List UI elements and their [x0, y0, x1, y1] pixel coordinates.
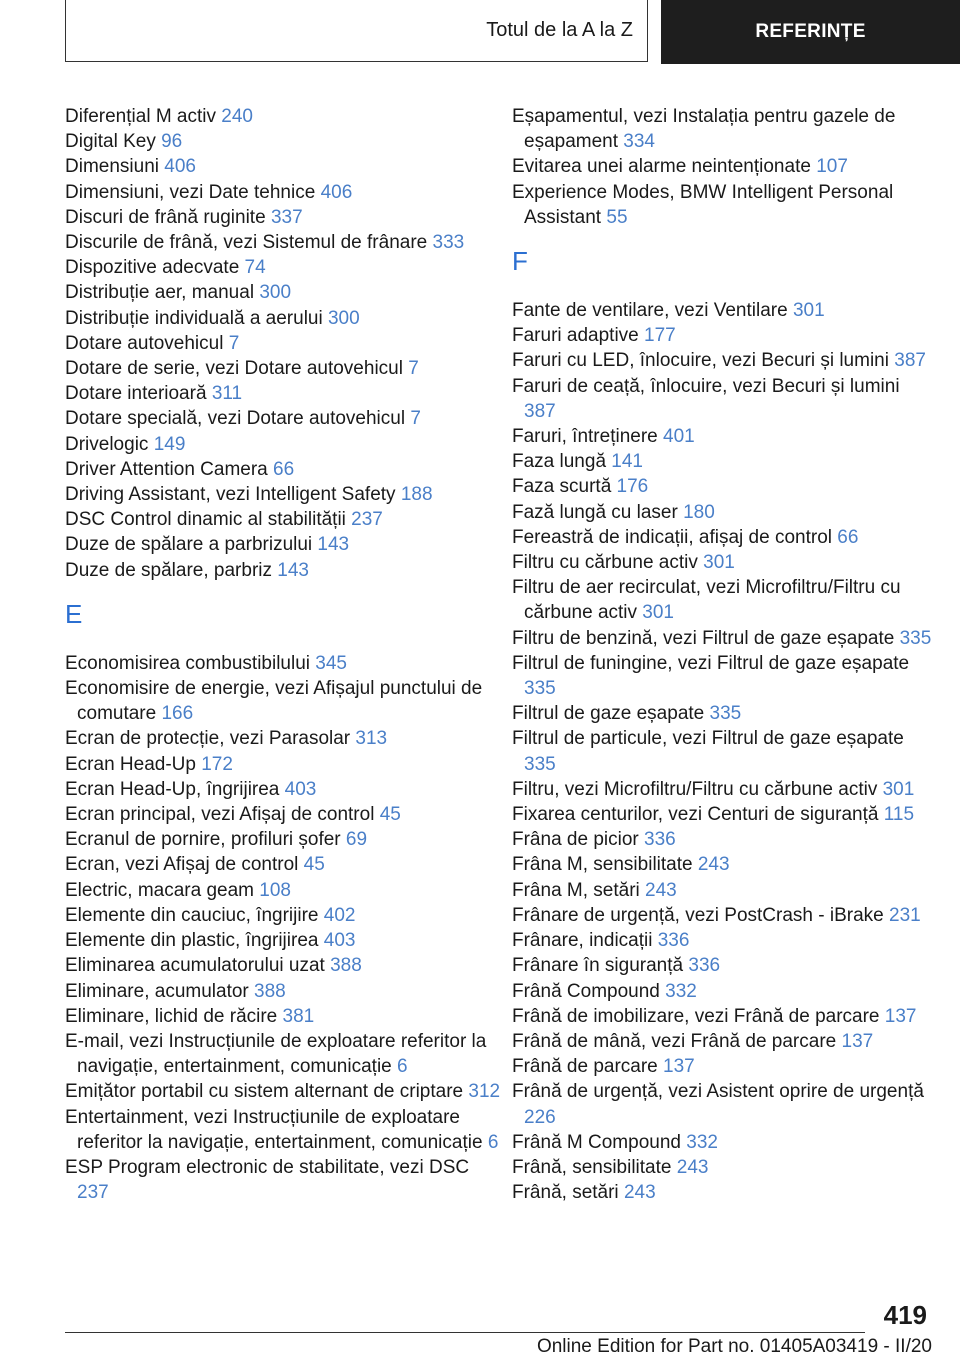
index-entry	[512, 1180, 932, 1205]
page-reference-link[interactable]: 387	[894, 350, 926, 372]
index-entry	[65, 482, 505, 507]
page-reference-link[interactable]: 69	[345, 829, 368, 851]
page-reference-link[interactable]: 141	[611, 451, 643, 473]
page-reference-link[interactable]: 7	[410, 408, 421, 430]
page-reference-link[interactable]: 45	[303, 854, 325, 876]
index-entry-text: Frâna de picior	[512, 829, 639, 851]
page-reference-link[interactable]: 6	[397, 1056, 408, 1078]
index-entry-text: Economisirea combustibilului	[65, 652, 310, 674]
page-reference-link[interactable]: 237	[77, 1182, 109, 1204]
index-entry	[65, 852, 505, 877]
page-reference-link[interactable]: 115	[883, 804, 915, 826]
page-reference-link[interactable]: 406	[164, 156, 196, 178]
index-entry	[512, 348, 932, 373]
page-reference-link[interactable]: 300	[327, 307, 360, 329]
page-reference-link[interactable]: 226	[524, 1106, 556, 1128]
page-reference-link[interactable]: 406	[320, 181, 353, 203]
page-reference-link[interactable]: 313	[355, 728, 388, 750]
page-reference-link[interactable]: 387	[524, 400, 556, 422]
section-tab	[65, 0, 648, 62]
footer-divider	[65, 1332, 865, 1333]
index-entry-text: Frâna M, setări	[512, 879, 640, 901]
index-letter-heading: E	[65, 598, 83, 629]
index-entry	[65, 558, 505, 583]
index-entry	[512, 575, 932, 625]
index-entry	[65, 104, 505, 129]
page-reference-link[interactable]: 335	[899, 627, 932, 649]
page-reference-link[interactable]: 401	[663, 426, 695, 448]
index-entry-text: Frână de urgență, vezi Asistent oprire de urgență	[512, 1081, 924, 1103]
page-reference-link[interactable]: 180	[683, 501, 715, 523]
page-reference-link[interactable]: 143	[317, 534, 350, 556]
index-entry-text: Faza scurtă	[512, 476, 612, 498]
index-entry-text: Driving Assistant, vezi Intelligent Safety	[65, 484, 396, 506]
index-entry	[512, 1054, 932, 1079]
page-reference-link[interactable]: 243	[697, 854, 730, 876]
page-reference-link[interactable]: 45	[379, 804, 401, 826]
index-entry-text: Dotare de serie, vezi Dotare autovehicul	[65, 358, 403, 380]
index-entry-text: Filtrul de gaze eșapate	[512, 703, 705, 725]
index-entry	[512, 626, 932, 651]
index-entry-text: ESP Program electronic de stabilitate, vezi DSC	[65, 1156, 470, 1178]
index-entry-text: Duze de spălare, parbriz	[65, 559, 272, 581]
index-entry	[512, 1004, 932, 1029]
index-entry-text: Duze de spălare a parbrizului	[65, 534, 313, 556]
index-entry	[65, 432, 505, 457]
index-entry-text: Filtru de aer recirculat, vezi Microfiltru/Filtru cu cărbune activ	[512, 577, 901, 624]
page-reference-link[interactable]: 7	[228, 332, 240, 354]
page-reference-link[interactable]: 301	[642, 602, 674, 624]
index-entry	[65, 457, 505, 482]
index-entry-text: Frână, sensibilitate	[512, 1156, 672, 1178]
index-entry-text: Eliminare, lichid de răcire	[65, 1005, 278, 1027]
index-entry	[65, 928, 505, 953]
page-reference-link[interactable]: 301	[703, 552, 735, 574]
page-reference-link[interactable]: 403	[323, 930, 356, 952]
page-reference-link[interactable]: 96	[161, 131, 183, 153]
index-entry	[512, 979, 932, 1004]
index-entry	[65, 1029, 505, 1079]
page-reference-link[interactable]: 166	[161, 703, 194, 725]
page-reference-link[interactable]: 143	[277, 559, 309, 581]
index-entry-text: Frână Compound	[512, 980, 660, 1002]
index-entry-text: Fază lungă cu laser	[512, 501, 678, 523]
page-reference-link[interactable]: 332	[686, 1131, 718, 1153]
index-entry-text: Electric, macara geam	[65, 879, 255, 901]
page-reference-link[interactable]: 243	[676, 1156, 709, 1178]
index-entry	[512, 154, 932, 179]
index-entry	[65, 532, 505, 557]
page-reference-link[interactable]: 237	[351, 509, 383, 531]
page-reference-link[interactable]: 6	[487, 1131, 499, 1153]
page-reference-link[interactable]: 345	[315, 652, 347, 674]
page-reference-link[interactable]: 300	[259, 282, 292, 304]
index-entry	[512, 1130, 932, 1155]
index-entry	[65, 878, 505, 903]
page-reference-link[interactable]: 381	[282, 1005, 315, 1027]
index-entry	[65, 255, 505, 280]
index-entry-text: Ecran de protecție, vezi Parasolar	[65, 728, 351, 750]
index-entry	[512, 726, 932, 776]
index-entry-text: Frânare de urgență, vezi PostCrash - iBrake	[512, 904, 884, 926]
index-entry	[65, 1155, 505, 1205]
page-reference-link[interactable]: 137	[884, 1005, 917, 1027]
index-entry-text: Filtru de benzină, vezi Filtrul de gaze eșapate	[512, 627, 895, 649]
page-reference-link[interactable]: 334	[623, 131, 655, 153]
index-entry	[65, 777, 505, 802]
header	[65, 0, 960, 64]
index-entry	[512, 701, 932, 726]
index-entry-text: Ecran, vezi Afișaj de control	[65, 854, 299, 876]
index-entry	[65, 752, 505, 777]
index-entry-text: Driver Attention Camera	[65, 458, 268, 480]
index-entry-text: Diferențial M activ	[65, 106, 216, 127]
index-entry-text: Dimensiuni, vezi Date tehnice	[65, 181, 316, 203]
index-entry-text: Eliminarea acumulatorului uzat	[65, 955, 325, 977]
index-entry	[512, 298, 932, 323]
page-reference-link[interactable]: 336	[688, 955, 721, 977]
index-entry	[512, 323, 932, 348]
index-entry-text: Evitarea unei alarme neintenționate	[512, 156, 811, 178]
page-reference-link[interactable]: 388	[330, 955, 362, 977]
index-entry	[65, 1004, 505, 1029]
index-entry	[65, 903, 505, 928]
page-reference-link[interactable]: 74	[244, 257, 266, 279]
index-entry-text: Filtrul de particule, vezi Filtrul de gaze eșapate	[512, 728, 904, 750]
page-reference-link[interactable]: 137	[841, 1030, 874, 1052]
page-reference-link[interactable]: 172	[201, 753, 233, 775]
index-entry-text: Entertainment, vezi Instrucțiunile de exploatare referitor la navigație, entertainment, comunicație	[65, 1106, 483, 1153]
index-entry	[65, 726, 505, 751]
index-entry	[65, 154, 505, 179]
index-entry	[65, 802, 505, 827]
index-entry-text: Eșapamentul, vezi Instalația pentru gazele de eșapament	[512, 106, 896, 153]
index-entry	[65, 381, 505, 406]
page-reference-link[interactable]: 402	[323, 904, 356, 926]
index-entry	[65, 306, 505, 331]
index-entry-text: Ecranul de pornire, profiluri șofer	[65, 829, 341, 851]
index-entry-text: Elemente din plastic, îngrijirea	[65, 930, 319, 952]
index-entry-text: Frână de mână, vezi Frână de parcare	[512, 1030, 837, 1052]
index-letter-heading: F	[512, 246, 528, 277]
index-entry-text: E-mail, vezi Instrucțiunile de exploatare referitor la navigație, entertainment, comunicație	[65, 1030, 487, 1078]
index-entry	[512, 449, 932, 474]
page-reference-link[interactable]: 149	[153, 433, 186, 455]
page-reference-link[interactable]: 240	[221, 106, 253, 127]
index-entry	[65, 129, 505, 154]
page-reference-link[interactable]: 301	[792, 300, 825, 322]
index-entry	[65, 979, 505, 1004]
index-entry	[512, 953, 932, 978]
index-entry-text: Ecran principal, vezi Afișaj de control	[65, 804, 375, 826]
page-reference-link[interactable]: 188	[400, 484, 433, 506]
index-entry-text: Distribuție individuală a aerului	[65, 307, 323, 329]
index-entry	[65, 507, 505, 532]
index-entry	[65, 205, 505, 230]
index-entry	[512, 424, 932, 449]
page-reference-link[interactable]: 66	[273, 458, 295, 480]
index-entry-text: Ecran Head-Up, îngrijirea	[65, 778, 280, 800]
index-entry-text: Eliminare, acumulator	[65, 980, 249, 1002]
index-entry	[65, 651, 505, 676]
index-entry-text: Faruri adaptive	[512, 325, 639, 347]
index-entry-text: Digital Key	[65, 131, 156, 153]
page-reference-link[interactable]: 333	[432, 232, 465, 254]
index-entry-text: Dotare specială, vezi Dotare autovehicul	[65, 408, 406, 430]
index-entry	[512, 1029, 932, 1054]
index-entry-text: Drivelogic	[65, 433, 149, 455]
index-entry	[512, 878, 932, 903]
index-entry-text: Dispozitive adecvate	[65, 257, 240, 279]
index-entry	[65, 331, 505, 356]
index-entry-text: Dotare interioară	[65, 383, 207, 405]
page-reference-link[interactable]: 243	[623, 1182, 656, 1204]
index-column-left	[65, 104, 505, 1205]
index-entry	[512, 525, 932, 550]
page-reference-link[interactable]: 108	[259, 879, 291, 901]
page-number: 419	[883, 1300, 927, 1330]
index-entry-text: Economisire de energie, vezi Afișajul punctului de comutare	[65, 678, 483, 725]
page-reference-link[interactable]: 107	[816, 156, 848, 178]
chapter-tab	[661, 0, 960, 64]
index-entry-text: Elemente din cauciuc, îngrijire	[65, 904, 319, 926]
index-entry-text: Filtru cu cărbune activ	[512, 552, 698, 574]
index-entry	[512, 903, 932, 928]
index-entry-text: Faruri, întreținere	[512, 426, 658, 448]
index-entry-text: Filtrul de funingine, vezi Filtrul de gaze eșapate	[512, 652, 910, 674]
page-reference-link[interactable]: 231	[889, 904, 921, 926]
index-entry	[65, 1105, 505, 1155]
index-entry-text: Frâna M, sensibilitate	[512, 854, 693, 876]
index-entry	[512, 180, 932, 230]
index-entry	[65, 406, 505, 431]
index-entry-text: Frână de imobilizare, vezi Frână de parcare	[512, 1005, 880, 1027]
index-entry	[512, 777, 932, 802]
page-reference-link[interactable]: 312	[468, 1081, 501, 1103]
index-entry-text: Faruri de ceață, înlocuire, vezi Becuri și lumini	[512, 375, 900, 397]
index-entry-text: Frânare în siguranță	[512, 955, 684, 977]
index-entry	[512, 550, 932, 575]
index-entry-text: Filtru, vezi Microfiltru/Filtru cu cărbune activ	[512, 778, 878, 800]
index-entry	[512, 374, 932, 424]
page-reference-link[interactable]: 311	[211, 383, 243, 405]
index-entry-text: Frânare, indicații	[512, 930, 653, 952]
index-entry	[512, 852, 932, 877]
index-entry-text: Frână M Compound	[512, 1131, 681, 1153]
page-reference-link[interactable]: 66	[837, 526, 859, 548]
index-entry	[512, 1155, 932, 1180]
index-entry	[65, 280, 505, 305]
index-entry-text: Fereastră de indicații, afișaj de control	[512, 526, 832, 548]
index-entry-text: Discurile de frână, vezi Sistemul de frânare	[65, 232, 428, 254]
section-title: Totul de la A la Z	[486, 19, 633, 41]
index-entry	[512, 1079, 932, 1129]
page-reference-link[interactable]: 137	[663, 1056, 695, 1078]
index-entry	[512, 802, 932, 827]
index-entry	[65, 1079, 505, 1104]
index-entry	[512, 827, 932, 852]
page-reference-link[interactable]: 177	[644, 325, 676, 347]
page-reference-link[interactable]: 335	[709, 703, 742, 725]
index-entry	[65, 827, 505, 852]
page-reference-link[interactable]: 336	[644, 829, 676, 851]
index-entry	[512, 651, 932, 701]
page-reference-link[interactable]: 337	[270, 206, 303, 228]
page-reference-link[interactable]: 335	[524, 678, 556, 700]
index-entry-text: Distribuție aer, manual	[65, 282, 255, 304]
page-reference-link[interactable]: 243	[645, 879, 677, 901]
index-entry-text: Fante de ventilare, vezi Ventilare	[512, 300, 788, 322]
index-entry	[65, 676, 505, 726]
index-entry-text: Experience Modes, BMW Intelligent Personal Assistant	[512, 181, 894, 228]
index-entry	[65, 230, 505, 255]
page-reference-link[interactable]: 332	[665, 980, 697, 1002]
index-entry-text: Dimensiuni	[65, 156, 159, 178]
index-entry-text: Dotare autovehicul	[65, 332, 224, 354]
index-entry-text: Discuri de frână ruginite	[65, 206, 266, 228]
footer-edition: Online Edition for Part no. 01405A03419 - II/20	[536, 1336, 932, 1357]
chapter-title: REFERINȚE	[755, 21, 866, 42]
index-entry	[65, 356, 505, 381]
page-reference-link[interactable]: 335	[524, 753, 556, 775]
index-entry-text: Emițător portabil cu sistem alternant de criptare	[65, 1081, 464, 1103]
index-entry-text: DSC Control dinamic al stabilității	[65, 509, 346, 531]
index-entry	[65, 953, 505, 978]
index-entry-text: Frână, setări	[512, 1182, 619, 1204]
page-reference-link[interactable]: 336	[657, 930, 690, 952]
index-entry	[512, 104, 932, 154]
index-entry-text: Faza lungă	[512, 451, 607, 473]
index-entry	[512, 474, 932, 499]
page-reference-link[interactable]: 7	[408, 358, 419, 380]
index-entry-text: Frână de parcare	[512, 1056, 658, 1078]
index-entry	[65, 180, 505, 205]
index-entry-text: Fixarea centurilor, vezi Centuri de siguranță	[512, 804, 879, 826]
page-reference-link[interactable]: 55	[606, 206, 628, 228]
index-entry-text: Ecran Head-Up	[65, 753, 196, 775]
page-reference-link[interactable]: 176	[616, 476, 649, 498]
index-entry	[512, 928, 932, 953]
index-entry	[512, 500, 932, 525]
page-reference-link[interactable]: 388	[254, 980, 286, 1002]
index-column-right	[512, 104, 932, 1205]
page-reference-link[interactable]: 301	[882, 778, 915, 800]
index-entry-text: Faruri cu LED, înlocuire, vezi Becuri și lumini	[512, 350, 889, 372]
page-reference-link[interactable]: 403	[284, 778, 317, 800]
